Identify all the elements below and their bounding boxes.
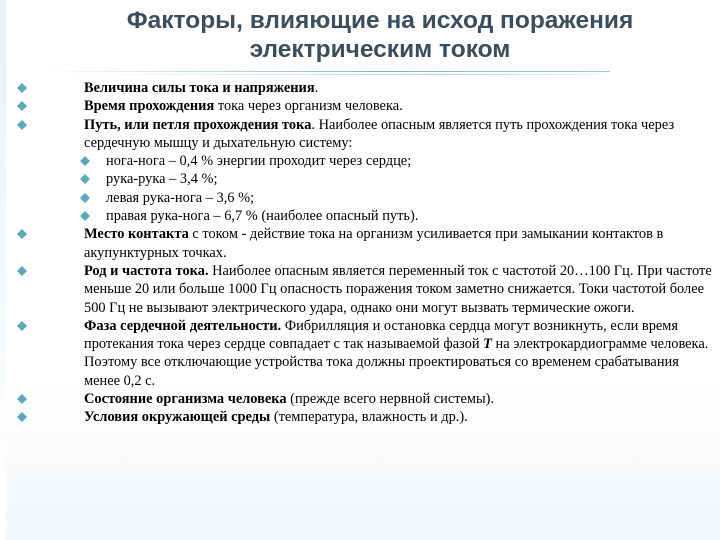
item-text: правая рука-нога – 6,7 % (наиболее опасный путь). (106, 208, 419, 225)
item-text: левая рука-нога – 3,6 %; (106, 189, 255, 206)
bullet-icon (80, 193, 90, 203)
item-text: Фибрилляция и остановка сердца могут возникнуть, если время протекания тока через сердце совпадает с так называемой фазой (84, 317, 679, 353)
list-item-duration (0, 97, 720, 115)
bullet-icon (17, 120, 27, 130)
bullet-icon (17, 229, 27, 239)
list-item-current-path (0, 116, 720, 153)
item-heading: Фаза сердечной деятельности. (84, 317, 282, 334)
list-item-body-state (0, 390, 720, 408)
bullet-icon (17, 101, 27, 111)
bullet-icon (80, 174, 90, 184)
slide-title-line-2: электрическим током (249, 36, 511, 63)
slide-title-line-1: Факторы, влияющие на исход поражения (126, 7, 634, 34)
item-heading: Путь, или петля прохождения тока (84, 116, 312, 133)
bullet-icon (17, 266, 27, 276)
item-heading: Состояние организма человека (84, 391, 287, 408)
item-text: . (314, 80, 319, 96)
item-heading: Место контакта (84, 226, 189, 243)
bullet-icon (17, 83, 27, 93)
slide-title (80, 6, 680, 64)
item-text-continued: на электрокардиограмме человека. Поэтому все отключающие устройства тока должны проектироваться со временем срабатывания менее 0,2 с. (84, 336, 709, 389)
sub-item-hand-hand (0, 170, 720, 188)
sub-item-leg-leg (0, 152, 720, 170)
item-text: . Наиболее опасным является путь прохождения тока через сердечную мышцу и дыхательную систему: (84, 116, 675, 151)
item-heading: Время прохождения (84, 98, 215, 115)
bullet-icon (17, 394, 27, 404)
item-heading: Род и частота тока. (84, 262, 209, 279)
title-underline (40, 71, 610, 76)
list-item-current-voltage (0, 79, 720, 97)
bullet-icon (17, 412, 27, 422)
bullet-icon (80, 211, 90, 221)
sub-item-left-hand-leg (0, 189, 720, 207)
list-item-environment (0, 408, 720, 426)
item-text: (температура, влажность и др.). (270, 409, 468, 426)
item-text: (прежде всего нервной системы). (286, 391, 495, 408)
bullet-icon (80, 156, 90, 166)
list-item-cardiac-phase (0, 317, 720, 390)
item-text: с током - действие тока на организм усиливается при замыкании контактов в акупунктурных точках. (84, 226, 664, 261)
item-text: нога-нога – 0,4 % энергии проходит через сердце; (106, 153, 412, 170)
bullet-icon (17, 321, 27, 331)
bullet-list (0, 79, 720, 427)
list-item-current-frequency (0, 262, 720, 317)
item-heading: Величина силы тока и напряжения (84, 80, 315, 96)
list-item-contact-place (0, 225, 720, 262)
item-text: тока через организм человека. (214, 98, 403, 115)
item-italic-term: T (483, 336, 492, 353)
item-heading: Условия окружающей среды (84, 409, 271, 426)
item-text: рука-рука – 3,4 %; (106, 171, 218, 188)
item-text: Наиболее опасным является переменный ток с частотой 20…100 Гц. При частоте меньше 20 или больше 1000 Гц опасность поражения током заметно снижается. Токи частотой более 500 Гц не вызывают электрического удара, однако они могут вызвать термические ожоги. (84, 262, 712, 316)
sub-item-right-hand-leg (0, 207, 720, 225)
